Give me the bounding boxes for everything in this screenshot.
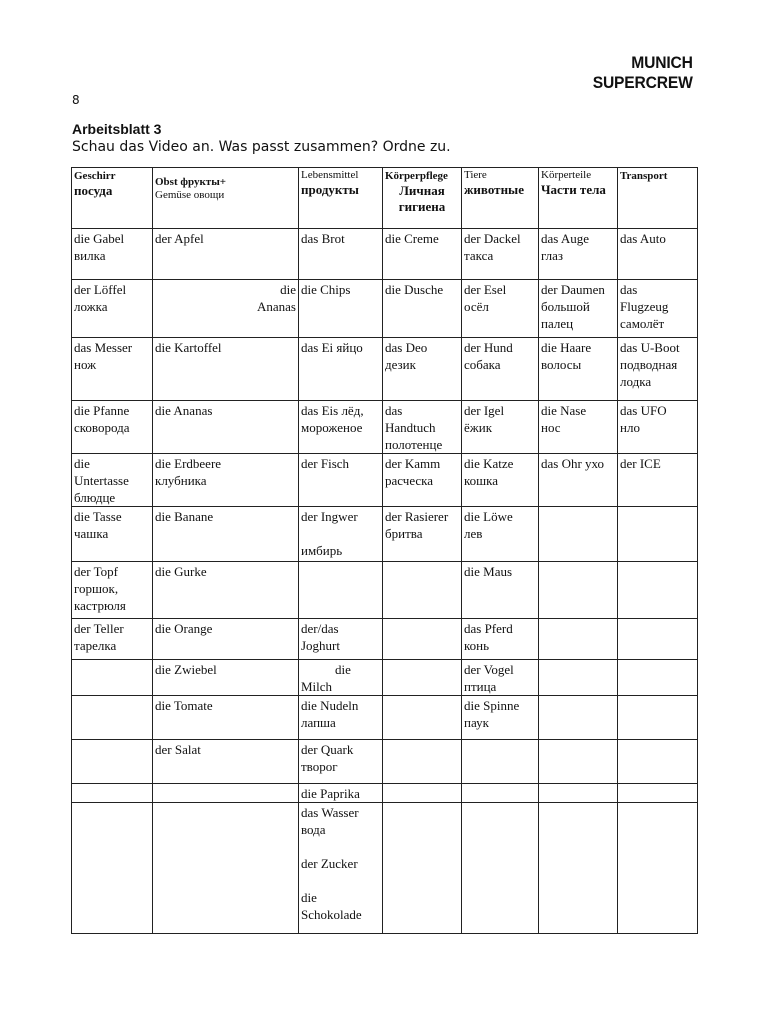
table-cell xyxy=(383,338,462,401)
cell-text: мороженое xyxy=(301,420,363,435)
table-cell xyxy=(383,803,462,934)
table-cell xyxy=(72,229,153,280)
cell-text: das Pferd xyxy=(464,621,513,636)
cell-text: Milch xyxy=(301,679,333,694)
table-cell xyxy=(539,338,618,401)
table-cell xyxy=(462,401,539,454)
table-cell xyxy=(153,454,299,507)
cell-text: палец xyxy=(541,316,574,331)
table-cell xyxy=(618,338,698,401)
brand-line-2: SUPERCREW xyxy=(592,73,693,92)
table-cell xyxy=(299,454,383,507)
table-row xyxy=(72,280,698,338)
table-cell xyxy=(618,507,698,562)
header-de: Transport xyxy=(620,170,668,182)
table-cell xyxy=(462,562,539,619)
cell-text: der Ingwer xyxy=(301,509,358,524)
table-cell xyxy=(299,784,383,803)
table-cell xyxy=(618,619,698,660)
cell-text: der Löffel xyxy=(74,282,127,297)
table-cell xyxy=(462,740,539,784)
table-cell xyxy=(462,660,539,696)
table-cell xyxy=(299,740,383,784)
cell-text: расческа xyxy=(385,473,434,488)
table-row xyxy=(72,784,698,803)
cell-text: die Nudeln xyxy=(301,698,359,713)
table-cell xyxy=(539,784,618,803)
table-cell xyxy=(383,562,462,619)
cell-text: Handtuch xyxy=(385,420,436,435)
table-row xyxy=(72,507,698,562)
cell-text: такса xyxy=(464,248,494,263)
cell-text: das UFO xyxy=(620,403,667,418)
table-cell xyxy=(153,660,299,696)
vocabulary-table xyxy=(71,167,698,934)
table-cell xyxy=(72,280,153,338)
cell-text: der ICE xyxy=(620,456,661,471)
cell-text: das Auge xyxy=(541,231,590,246)
table-cell xyxy=(153,338,299,401)
table-cell xyxy=(299,229,383,280)
cell-text: das Messer xyxy=(74,340,133,355)
table-cell xyxy=(153,784,299,803)
table-cell xyxy=(462,696,539,740)
cell-text: der Esel xyxy=(464,282,507,297)
cell-text: большой xyxy=(541,299,590,314)
cell-text: der/das xyxy=(301,621,339,636)
brand-logo xyxy=(593,53,693,93)
table-cell xyxy=(462,338,539,401)
cell-text: нло xyxy=(620,420,640,435)
table-row xyxy=(72,229,698,280)
header-tiere xyxy=(462,168,539,229)
cell-text: самолёт xyxy=(620,316,665,331)
cell-text: der Fisch xyxy=(301,456,350,471)
cell-text: der Daumen xyxy=(541,282,605,297)
table-cell xyxy=(72,803,153,934)
header-de: Geschirr xyxy=(74,170,116,182)
cell-text: бритва xyxy=(385,526,423,541)
table-cell xyxy=(153,229,299,280)
table-cell xyxy=(539,619,618,660)
header-lebensmittel xyxy=(299,168,383,229)
header-koerperteile xyxy=(539,168,618,229)
cell-text: der Vogel xyxy=(464,662,514,677)
cell-text: творог xyxy=(301,759,338,774)
cell-text: нос xyxy=(541,420,561,435)
worksheet-title: Arbeitsblatt 3 xyxy=(72,121,162,137)
table-cell xyxy=(153,696,299,740)
cell-text: der Apfel xyxy=(155,231,204,246)
cell-text: der Hund xyxy=(464,340,513,355)
table-cell xyxy=(299,401,383,454)
table-cell xyxy=(462,229,539,280)
table-cell xyxy=(383,619,462,660)
table-cell xyxy=(72,660,153,696)
table-cell xyxy=(462,784,539,803)
table-cell xyxy=(72,784,153,803)
cell-text: паук xyxy=(464,715,489,730)
cell-text: die Ananas xyxy=(155,403,213,418)
cell-text: лодка xyxy=(620,374,652,389)
header-de: Körperpflege xyxy=(385,170,448,182)
header-de: Obst фрукты+ xyxy=(155,176,227,188)
cell-text: der Kamm xyxy=(385,456,441,471)
header-transport xyxy=(618,168,698,229)
cell-text: die Haare xyxy=(541,340,592,355)
table-cell xyxy=(462,454,539,507)
header-row xyxy=(72,168,698,229)
table-cell xyxy=(72,401,153,454)
table-body xyxy=(72,229,698,934)
cell-text: вода xyxy=(301,822,326,837)
table-row xyxy=(72,401,698,454)
cell-text: конь xyxy=(464,638,490,653)
cell-text: Ananas xyxy=(257,299,296,314)
header-de: Lebensmittel xyxy=(301,169,359,181)
cell-text: die Paprika xyxy=(301,786,360,801)
table-cell xyxy=(618,740,698,784)
brand-line-1: MUNICH xyxy=(631,53,693,72)
table-cell xyxy=(383,507,462,562)
header-sub: Gemüse овощи xyxy=(155,189,225,201)
table-cell xyxy=(618,229,698,280)
table-cell xyxy=(299,280,383,338)
cell-text: die Gurke xyxy=(155,564,207,579)
cell-text: собака xyxy=(464,357,501,372)
cell-text: птица xyxy=(464,679,497,694)
header-de: Körperteile xyxy=(541,169,592,181)
cell-text: die xyxy=(280,282,296,297)
cell-text: der Dackel xyxy=(464,231,521,246)
cell-text: die Chips xyxy=(301,282,351,297)
cell-text: die Gabel xyxy=(74,231,125,246)
table-cell xyxy=(72,562,153,619)
table-cell xyxy=(383,401,462,454)
table-row xyxy=(72,740,698,784)
cell-text: глаз xyxy=(541,248,564,263)
cell-text: вилка xyxy=(74,248,106,263)
cell-text: кастрюля xyxy=(74,598,126,613)
table-cell xyxy=(618,696,698,740)
header-geschirr xyxy=(72,168,153,229)
cell-text: die Katze xyxy=(464,456,514,471)
cell-text: die Erdbeere xyxy=(155,456,222,471)
cell-text: das Ohr ухо xyxy=(541,456,605,471)
cell-text: ложка xyxy=(74,299,108,314)
cell-text: клубника xyxy=(155,473,207,488)
cell-text: die Kartoffel xyxy=(155,340,222,355)
header-ru: посуда xyxy=(74,183,113,198)
table-cell xyxy=(462,507,539,562)
table-cell xyxy=(299,507,383,562)
table-cell xyxy=(383,784,462,803)
table-cell xyxy=(539,229,618,280)
cell-text: die Zwiebel xyxy=(155,662,217,677)
cell-text: die Tasse xyxy=(74,509,122,524)
cell-text: der Salat xyxy=(155,742,201,757)
cell-text: die Dusche xyxy=(385,282,444,297)
table-cell xyxy=(72,619,153,660)
header-ru: животные xyxy=(464,182,524,197)
table-cell xyxy=(72,696,153,740)
cell-text: Untertasse xyxy=(74,473,129,488)
cell-text: сковорода xyxy=(74,420,130,435)
table-cell xyxy=(462,280,539,338)
table-cell xyxy=(72,454,153,507)
table-row xyxy=(72,803,698,934)
table-cell xyxy=(618,454,698,507)
page-number: 8 xyxy=(72,93,80,107)
table-cell xyxy=(153,562,299,619)
table-row xyxy=(72,696,698,740)
table-cell xyxy=(72,338,153,401)
cell-text: das Deo xyxy=(385,340,428,355)
header-ru: Части тела xyxy=(541,182,606,197)
table-cell xyxy=(462,619,539,660)
table-cell xyxy=(383,454,462,507)
cell-text: нож xyxy=(74,357,97,372)
cell-text: die Spinne xyxy=(464,698,520,713)
table-cell xyxy=(299,338,383,401)
table-cell xyxy=(618,280,698,338)
table-cell xyxy=(383,660,462,696)
cell-text: der Quark xyxy=(301,742,354,757)
table-cell xyxy=(383,229,462,280)
cell-text: волосы xyxy=(541,357,582,372)
cell-text: die Nase xyxy=(541,403,587,418)
table-cell xyxy=(153,740,299,784)
cell-text: das Auto xyxy=(620,231,666,246)
table-cell xyxy=(462,803,539,934)
table-row xyxy=(72,619,698,660)
table-cell xyxy=(299,803,383,934)
table-cell xyxy=(153,619,299,660)
cell-text: кошка xyxy=(464,473,499,488)
cell-text: дезик xyxy=(385,357,416,372)
header-obst xyxy=(153,168,299,229)
table-cell xyxy=(539,696,618,740)
table-cell xyxy=(153,401,299,454)
cell-text: лев xyxy=(464,526,483,541)
header-ru: гигиена xyxy=(398,199,446,214)
cell-text: das Wasser xyxy=(301,805,359,820)
table-cell xyxy=(299,562,383,619)
cell-text: das Brot xyxy=(301,231,345,246)
table-cell xyxy=(299,619,383,660)
cell-text: подводная xyxy=(620,357,678,372)
cell-text: der Zucker xyxy=(301,856,358,871)
table-cell xyxy=(72,507,153,562)
cell-text: die Löwe xyxy=(464,509,513,524)
cell-text: чашка xyxy=(74,526,109,541)
table-cell xyxy=(383,280,462,338)
cell-text: полотенце xyxy=(385,437,443,452)
cell-text: горшок, xyxy=(74,581,119,596)
table-cell xyxy=(539,803,618,934)
cell-text: имбирь xyxy=(301,543,343,558)
table-cell xyxy=(153,803,299,934)
cell-text: die xyxy=(335,662,351,677)
cell-text: Joghurt xyxy=(301,638,340,653)
table-cell xyxy=(383,696,462,740)
table-cell xyxy=(383,740,462,784)
cell-text: der Teller xyxy=(74,621,124,636)
cell-text: Schokolade xyxy=(301,907,362,922)
header-de: Tiere xyxy=(464,169,487,181)
table-cell xyxy=(153,280,299,338)
table-cell xyxy=(539,660,618,696)
table-cell xyxy=(539,507,618,562)
table-cell xyxy=(618,562,698,619)
cell-text: das xyxy=(385,403,403,418)
table-row xyxy=(72,660,698,696)
cell-text: der Rasierer xyxy=(385,509,449,524)
table-cell xyxy=(618,803,698,934)
table-row xyxy=(72,562,698,619)
table-cell xyxy=(618,660,698,696)
table-cell xyxy=(618,401,698,454)
cell-text: тарелка xyxy=(74,638,117,653)
table-row xyxy=(72,338,698,401)
table-cell xyxy=(153,507,299,562)
table-cell xyxy=(539,401,618,454)
table-cell xyxy=(299,660,383,696)
table-cell xyxy=(539,280,618,338)
cell-text: das Eis лёд, xyxy=(301,403,364,418)
cell-text: лапша xyxy=(301,715,336,730)
cell-text: das xyxy=(620,282,638,297)
cell-text xyxy=(301,525,380,542)
header-ru: Личная xyxy=(399,183,445,198)
cell-text: der Igel xyxy=(464,403,505,418)
table-cell xyxy=(618,784,698,803)
cell-text: das Ei яйцо xyxy=(301,340,363,355)
instruction-text: Schau das Video an. Was passt zusammen? Ordne zu. xyxy=(72,139,451,155)
cell-text: die Tomate xyxy=(155,698,213,713)
cell-text: die Orange xyxy=(155,621,213,636)
header-koerperpflege xyxy=(383,168,462,229)
cell-text: die xyxy=(301,890,317,905)
cell-text: das U-Boot xyxy=(620,340,680,355)
table-cell xyxy=(72,740,153,784)
cell-text: die Maus xyxy=(464,564,513,579)
cell-text: der Topf xyxy=(74,564,118,579)
cell-text xyxy=(301,838,380,855)
header-ru: продукты xyxy=(301,182,359,197)
cell-text: die Pfanne xyxy=(74,403,130,418)
cell-text: die Creme xyxy=(385,231,439,246)
cell-text: Flugzeug xyxy=(620,299,669,314)
cell-text: осёл xyxy=(464,299,489,314)
table-cell xyxy=(299,696,383,740)
cell-text: die xyxy=(74,456,90,471)
cell-text xyxy=(301,872,380,889)
cell-text: ёжик xyxy=(464,420,493,435)
cell-text: блюдце xyxy=(74,490,116,505)
table-cell xyxy=(539,454,618,507)
table-row xyxy=(72,454,698,507)
cell-text: die Banane xyxy=(155,509,214,524)
table-cell xyxy=(539,740,618,784)
table-cell xyxy=(539,562,618,619)
